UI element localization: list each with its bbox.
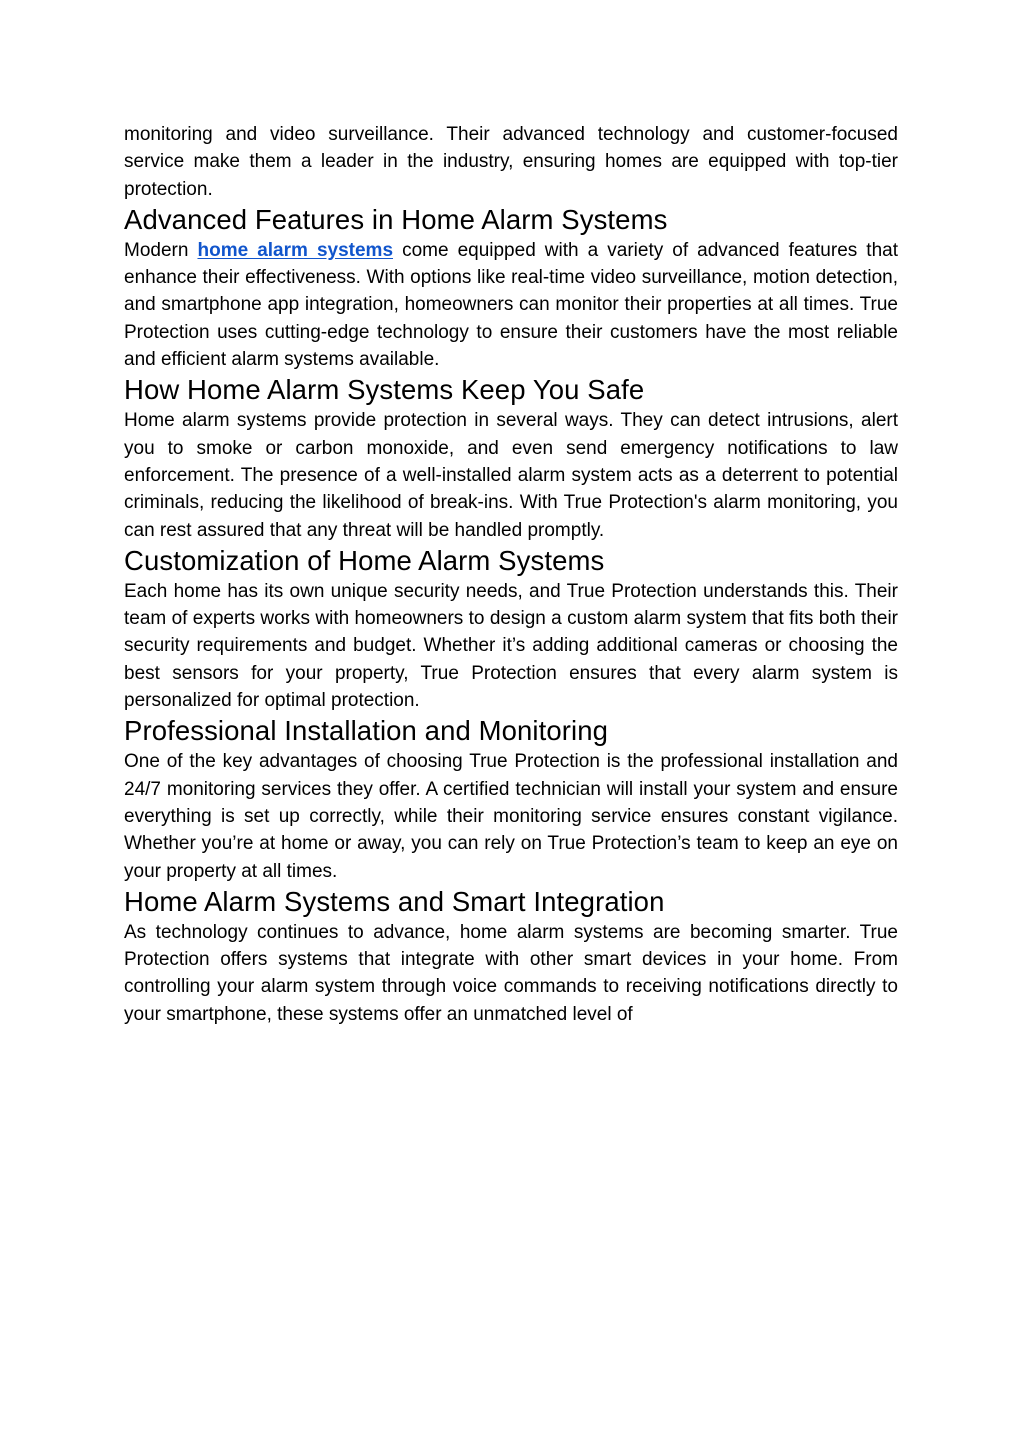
heading-installation-monitoring: Professional Installation and Monitoring xyxy=(124,715,609,747)
paragraph-installation-monitoring: One of the key advantages of choosing True Protection is the professional installation and 24/7 monitoring services they offer. A certified technician will install your system and ensure everything is set up correctly, while their monitoring service ensures constant vigilance. Whether you’re at home or away, you can rely on True Protection’s team to keep an eye on your property at all times. xyxy=(124,751,898,882)
document-page xyxy=(124,121,898,1028)
heading-keep-you-safe: How Home Alarm Systems Keep You Safe xyxy=(124,374,645,406)
paragraph-advanced-features xyxy=(124,237,898,373)
paragraph-customization: Each home has its own unique security needs, and True Protection understands this. Their team of experts works with homeowners to design a custom alarm system that fits both their security requirements and budget. Whether it’s adding additional cameras or choosing the best sensors for your property, True Protection ensures that every alarm system is personalized for optimal protection. xyxy=(124,580,898,712)
paragraph-text-after-link: come equipped with a variety of advanced features that enhance their effectiveness. With options like real-time video surveillance, motion detection, and smartphone app integration, homeowners can monitor their properties at all times. True Protection uses cutting-edge technology to ensure their customers have the most reliable and efficient alarm systems available. xyxy=(124,239,898,371)
intro-paragraph: monitoring and video surveillance. Their advanced technology and customer-focused service make them a leader in the industry, ensuring homes are equipped with top-tier protection. xyxy=(124,124,898,200)
heading-advanced-features: Advanced Features in Home Alarm Systems xyxy=(124,203,668,235)
heading-customization: Customization of Home Alarm Systems xyxy=(124,544,605,576)
heading-smart-integration: Home Alarm Systems and Smart Integration xyxy=(124,885,665,917)
home-alarm-systems-link[interactable]: home alarm systems xyxy=(197,239,394,261)
paragraph-keep-you-safe: Home alarm systems provide protection in several ways. They can detect intrusions, alert you to smoke or carbon monoxide, and even send emergency notifications to law enforcement. The presence of a well-installed alarm system acts as a deterrent to potential criminals, reducing the likelihood of break-ins. With True Protection's alarm monitoring, you can rest assured that any threat will be handled promptly. xyxy=(124,410,898,541)
paragraph-text-before-link: Modern xyxy=(124,239,198,261)
paragraph-smart-integration: As technology continues to advance, home alarm systems are becoming smarter. True Protection offers systems that integrate with other smart devices in your home. From controlling your alarm system through voice commands to receiving notifications directly to your smartphone, these systems offer an unmatched level of xyxy=(124,921,898,1025)
